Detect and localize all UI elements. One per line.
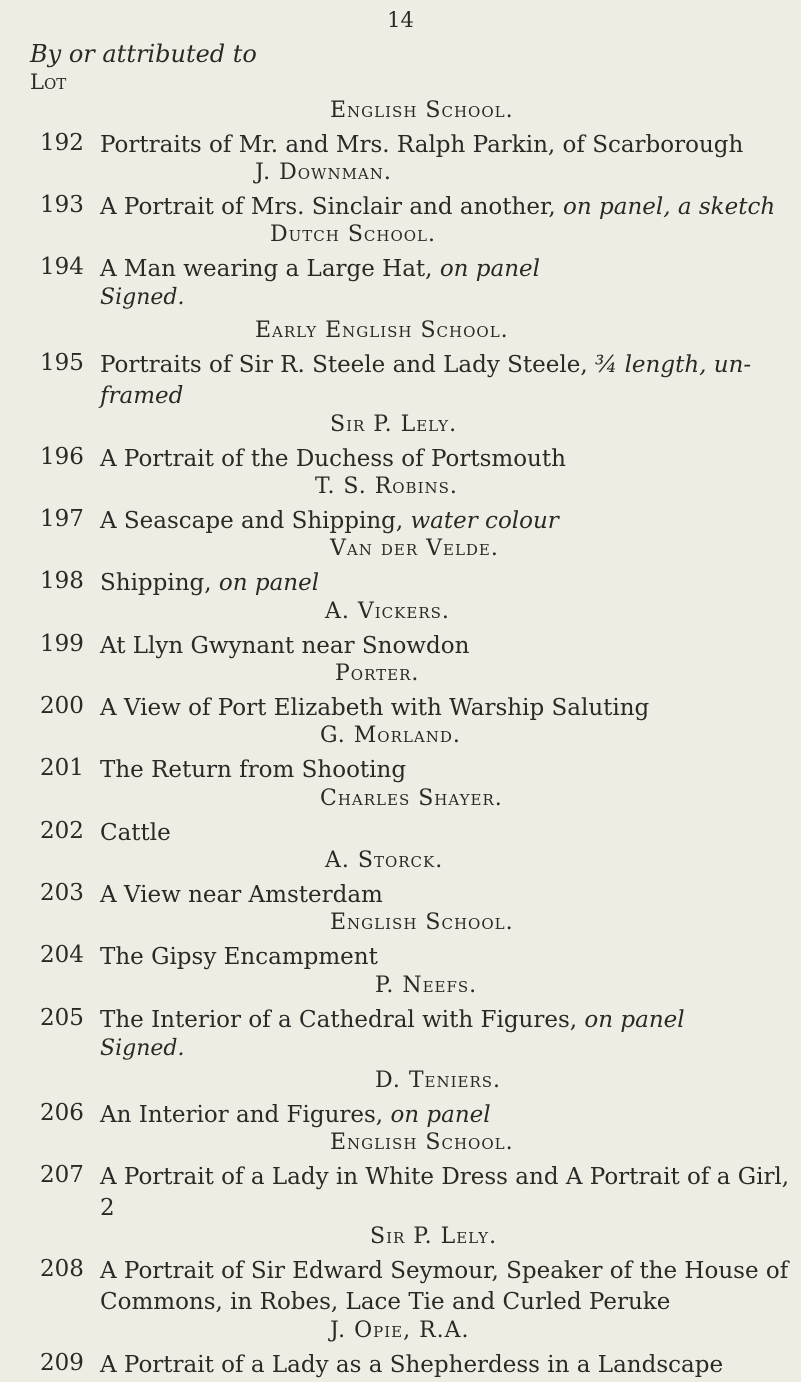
lot-title: A Seascape and Shipping, water colour: [100, 508, 559, 534]
lot-number: 203: [40, 880, 84, 906]
lot-title: A Portrait of a Lady in White Dress and A Portrait of a Girl, 2: [100, 1164, 790, 1221]
lot-medium-note: on panel: [390, 1102, 491, 1128]
lot-medium-note: water colour: [410, 508, 559, 534]
lot-number: 204: [40, 942, 84, 968]
lot-title: A Portrait of the Duchess of Portsmouth: [100, 446, 566, 472]
lot-artist: Porter.: [335, 661, 420, 686]
lot-number: 199: [40, 631, 84, 657]
lot-title: An Interior and Figures, on panel: [100, 1102, 491, 1128]
lot-artist: Dutch School.: [270, 222, 437, 247]
lot-artist: English School.: [330, 910, 514, 935]
lot-artist: Sir P. Lely.: [370, 1224, 498, 1249]
lot-title: The Interior of a Cathedral with Figures, on panel: [100, 1007, 685, 1033]
lot-medium-note: on panel, a sketch: [563, 194, 776, 220]
lot-artist: T. S. Robins.: [315, 474, 458, 499]
lot-title: The Return from Shooting: [100, 757, 407, 783]
lot-title: A Man wearing a Large Hat, on panel: [100, 256, 540, 282]
lot-artist: Van der Velde.: [330, 536, 499, 561]
lot-artist: J. Downman.: [255, 160, 392, 185]
lot-number: 195: [40, 350, 84, 376]
lot-artist: Early English School.: [255, 318, 509, 343]
lot-artist: English School.: [330, 98, 514, 123]
lot-medium-note: on panel: [439, 256, 540, 282]
lot-artist: P. Neefs.: [375, 973, 478, 998]
lot-artist: Sir P. Lely.: [330, 412, 458, 437]
lot-number: 206: [40, 1100, 84, 1126]
lot-title: Cattle: [100, 820, 171, 846]
lot-number: 194: [40, 254, 84, 280]
lot-title: The Gipsy Encampment: [100, 944, 378, 970]
lot-number: 200: [40, 693, 84, 719]
lot-title: At Llyn Gwynant near Snowdon: [100, 633, 470, 659]
lot-number: 193: [40, 192, 84, 218]
lot-signed-note: Signed.: [100, 1036, 185, 1061]
lot-number: 209: [40, 1350, 84, 1376]
lot-artist: Charles Shayer.: [320, 786, 503, 811]
lot-number: 196: [40, 444, 84, 470]
lot-artist: J. Opie, R.A.: [330, 1318, 470, 1343]
lot-title: A Portrait of Sir Edward Seymour, Speaker of the House of Commons, in Robes, Lace Tie and Curled Peruke: [100, 1258, 789, 1315]
page-number: 14: [387, 8, 414, 32]
lot-artist: A. Storck.: [325, 848, 444, 873]
lot-title: A Portrait of a Lady as a Shepherdess in a Landscape: [100, 1352, 724, 1378]
lot-number: 197: [40, 506, 84, 532]
lot-title: A Portrait of Mrs. Sinclair and another, on panel, a sketch: [100, 194, 776, 220]
lot-number: 202: [40, 818, 84, 844]
lot-column-label: Lot: [30, 70, 67, 94]
attribution-header: By or attributed to: [30, 40, 257, 68]
lot-signed-note: Signed.: [100, 285, 185, 310]
lot-artist: A. Vickers.: [325, 599, 450, 624]
lot-number: 207: [40, 1162, 84, 1188]
lot-title: Portraits of Mr. and Mrs. Ralph Parkin, of Scarborough: [100, 132, 744, 158]
lot-title: A View near Amsterdam: [100, 882, 383, 908]
lot-artist: G. Morland.: [320, 723, 461, 748]
lot-title: A View of Port Elizabeth with Warship Saluting: [100, 695, 650, 721]
lot-medium-note: ¾ length, un-framed: [100, 352, 752, 409]
lot-number: 208: [40, 1256, 84, 1282]
lot-number: 201: [40, 755, 84, 781]
lot-medium-note: on panel: [584, 1007, 685, 1033]
lot-artist: D. Teniers.: [375, 1068, 502, 1093]
lot-artist: English School.: [330, 1130, 514, 1155]
lot-number: 205: [40, 1005, 84, 1031]
lot-number: 198: [40, 568, 84, 594]
lot-medium-note: on panel: [218, 570, 320, 596]
lot-title: Portraits of Sir R. Steele and Lady Steele, ¾ length, un-framed: [100, 352, 752, 409]
lot-title: Shipping, on panel: [100, 570, 320, 596]
lot-number: 192: [40, 130, 84, 156]
